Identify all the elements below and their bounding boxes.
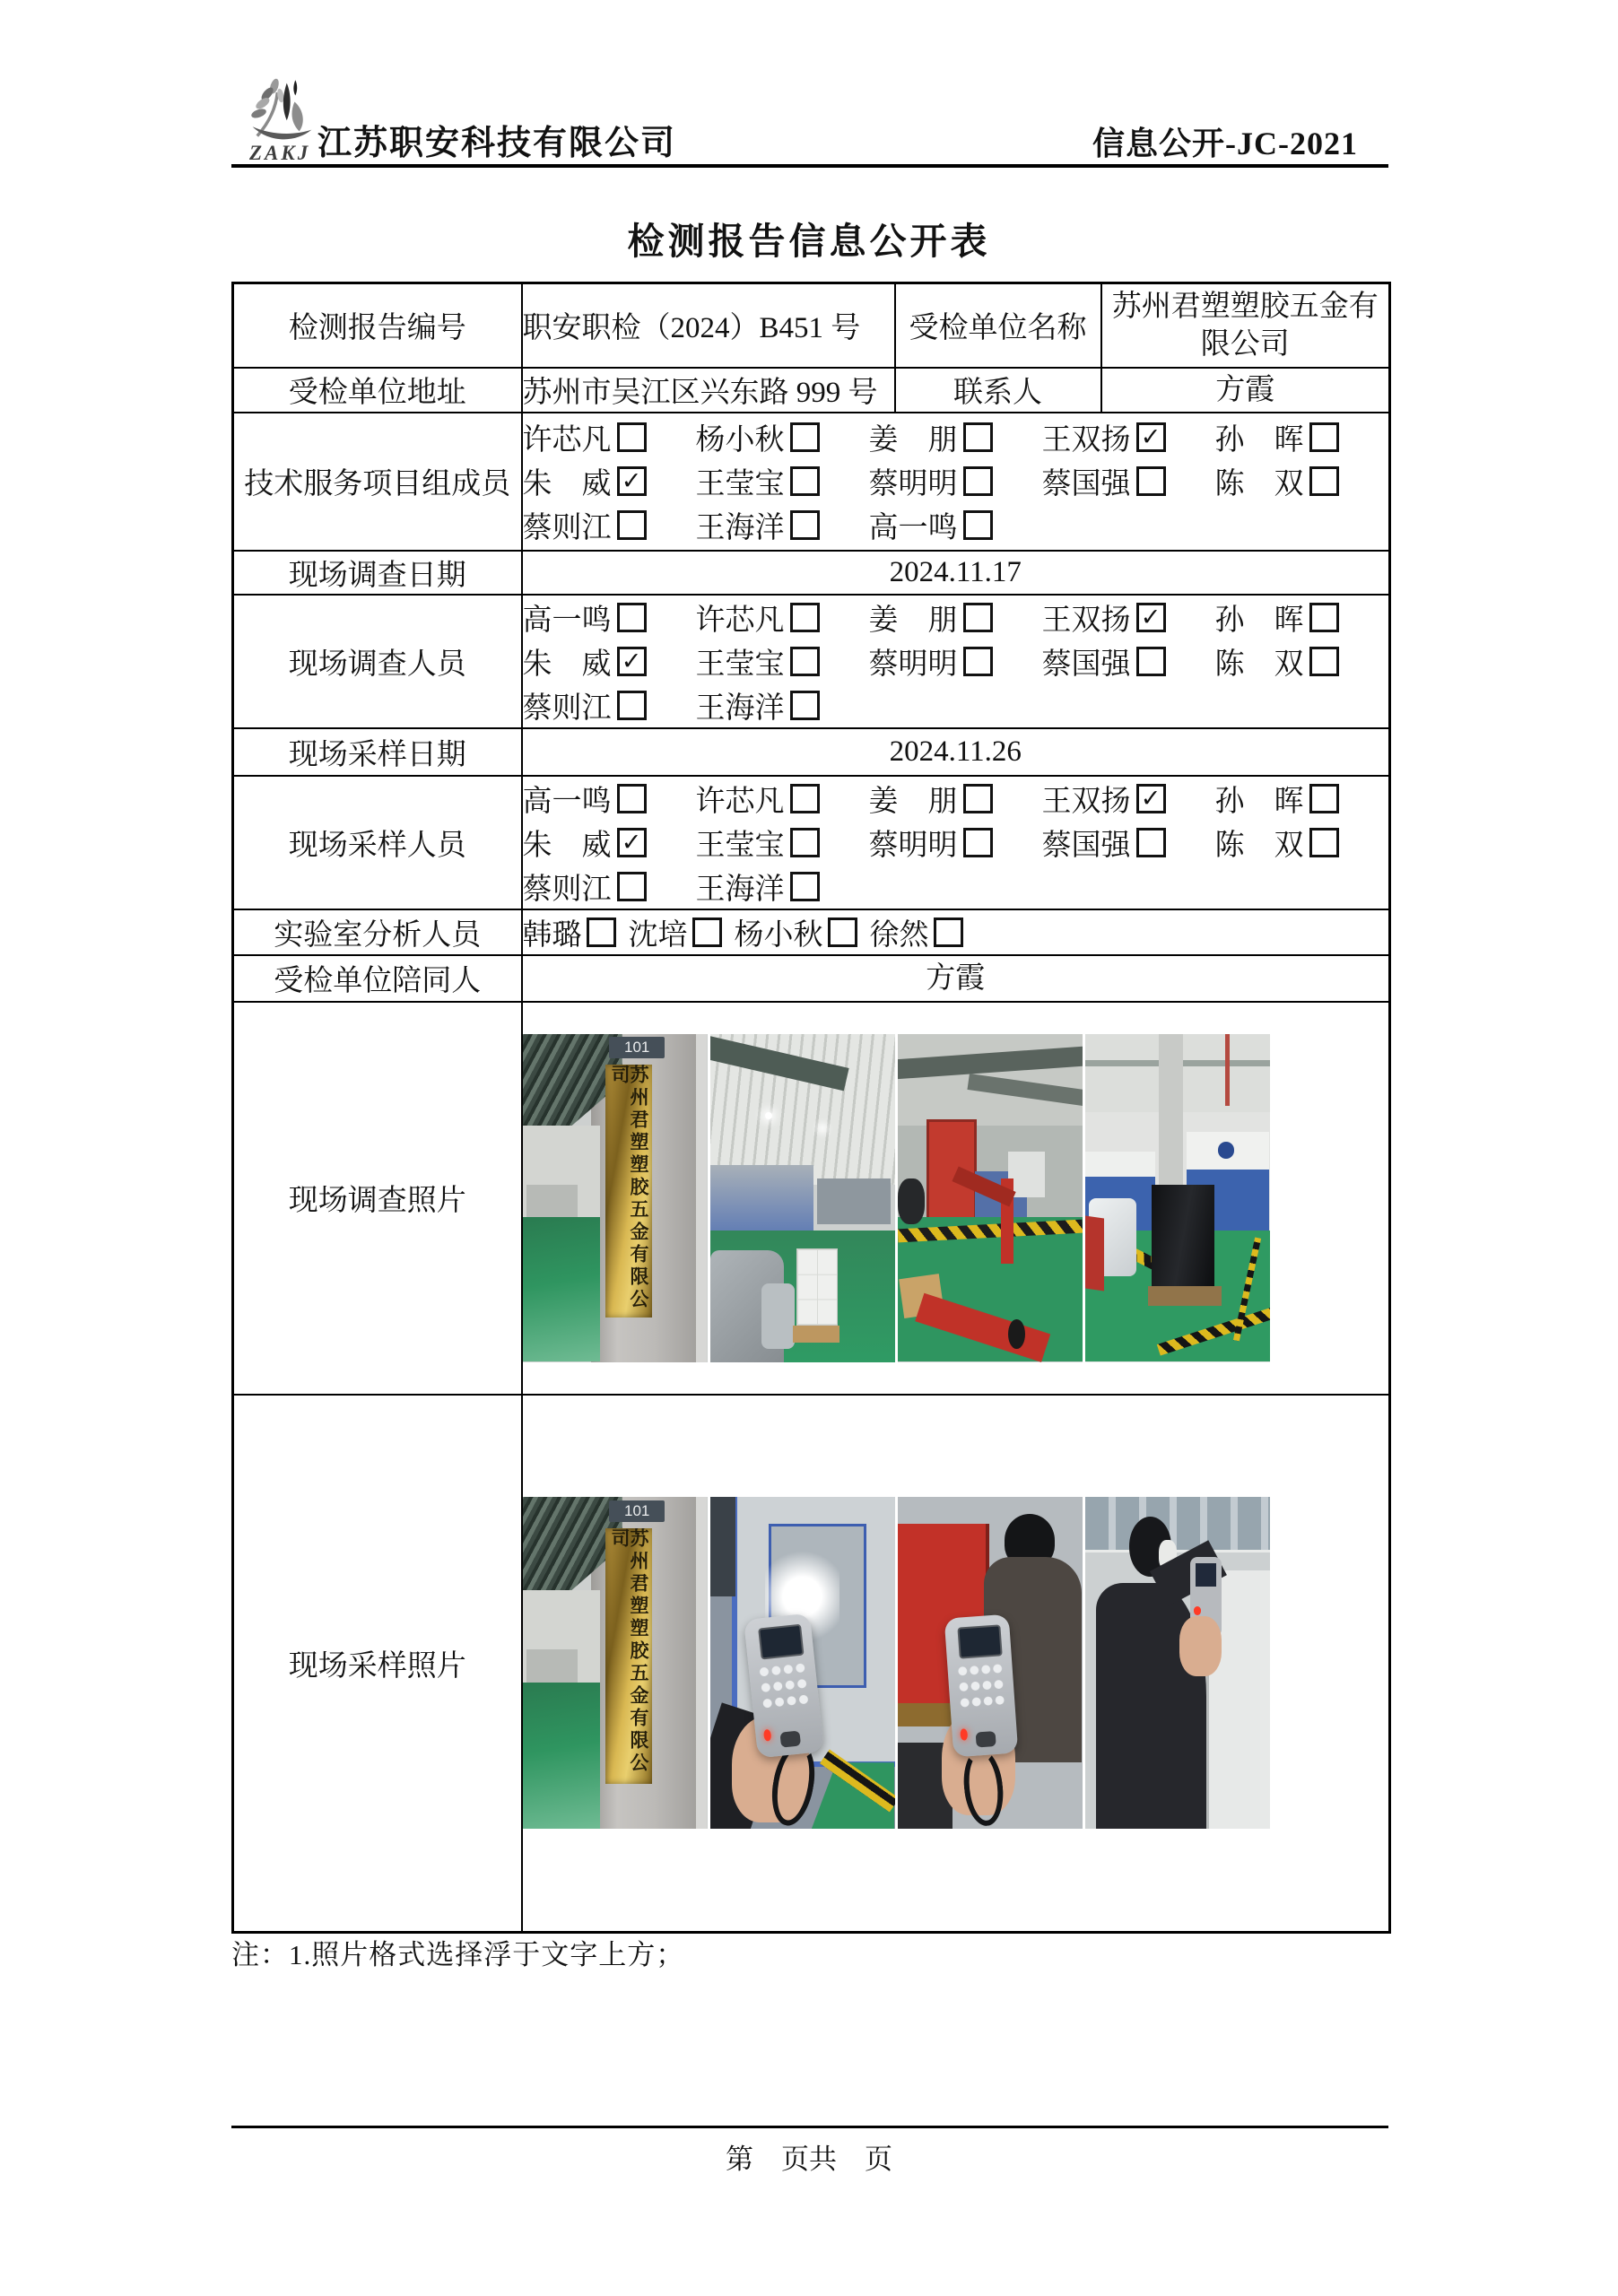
- staff-option-line: [523, 865, 1389, 909]
- photo-factory-pillar: [523, 1497, 708, 1829]
- staff-option: [523, 460, 696, 502]
- checkbox-checked: ✓: [1136, 422, 1166, 452]
- checkbox-unchecked: [790, 828, 820, 857]
- staff-name: 王海洋: [695, 691, 785, 725]
- sampling-date-label: 现场采样日期: [233, 728, 522, 776]
- staff-name: 高一鸣: [522, 604, 612, 637]
- staff-option: [869, 416, 1042, 458]
- checkbox-unchecked: [1136, 466, 1166, 496]
- checkbox-unchecked: [790, 510, 820, 540]
- device-screen: [958, 1625, 1003, 1659]
- machinery: [710, 1165, 813, 1238]
- dark-bags: [898, 1178, 926, 1224]
- staff-option: [1215, 460, 1339, 502]
- checkbox-unchecked: [790, 872, 820, 901]
- plaque-text: 苏州君塑塑胶五金有限公司: [608, 1065, 649, 1312]
- staff-name: 高一鸣: [522, 785, 612, 818]
- checkbox-unchecked: [790, 647, 820, 676]
- checkbox-unchecked: [963, 647, 993, 676]
- sampling-photo-strip: [523, 1497, 1389, 1829]
- checkbox-unchecked: [828, 918, 857, 947]
- staff-option: [1042, 778, 1215, 820]
- sampling-staff-label: 现场采样人员: [233, 776, 522, 909]
- page-footer: 第 页共 页: [726, 2144, 892, 2175]
- staff-option: [1042, 460, 1215, 502]
- staff-name: 许芯凡: [695, 604, 785, 637]
- side-wall: [696, 1034, 707, 1362]
- staff-name: 陈 双: [1214, 648, 1304, 681]
- staff-option: [523, 865, 696, 908]
- staff-name: 蔡国强: [1041, 648, 1131, 681]
- staff-name: 孙 晖: [1214, 604, 1304, 637]
- staff-name: 徐然: [869, 918, 929, 952]
- device-keypad: [758, 1660, 811, 1712]
- checkbox-unchecked: [692, 918, 722, 947]
- staff-option: [696, 504, 869, 546]
- device-screen: [1196, 1563, 1216, 1587]
- checkbox-unchecked: [587, 918, 616, 947]
- checkbox-unchecked: [790, 784, 820, 813]
- green-floor: [523, 1683, 601, 1829]
- sampling-date-value: 2024.11.26: [522, 728, 1390, 776]
- sampling-device: [744, 1613, 824, 1759]
- device-keypad: [956, 1661, 1005, 1711]
- staff-name: 王莹宝: [695, 468, 785, 500]
- staff-option: [523, 684, 696, 726]
- staff-option: [1042, 640, 1215, 683]
- staff-option: [696, 596, 869, 639]
- building-number-badge: 101: [609, 1500, 665, 1522]
- checkbox-checked: ✓: [617, 647, 647, 676]
- page-title: 检测报告信息公开表: [627, 221, 991, 262]
- address-value: 苏州市吴江区兴东路 999 号: [522, 368, 895, 413]
- staff-name: 王双扬: [1041, 424, 1131, 457]
- staff-option: [523, 822, 696, 864]
- report-no-label: 检测报告编号: [233, 283, 522, 368]
- checkbox-unchecked: [1309, 647, 1339, 676]
- checkbox-unchecked: [1136, 828, 1166, 857]
- black-equipment-stack: [1152, 1185, 1214, 1290]
- staff-name: 孙 晖: [1214, 424, 1304, 457]
- staff-option: [1042, 596, 1215, 639]
- report-no-value: 职安职检（2024）B451 号: [522, 283, 895, 368]
- staff-option-line: [523, 503, 1389, 547]
- checkbox-unchecked: [790, 603, 820, 632]
- staff-option-line: [523, 459, 1389, 503]
- staff-option: [870, 911, 963, 953]
- checkbox-unchecked: [790, 422, 820, 452]
- wooden-pallet: [1148, 1286, 1222, 1306]
- sampling-photos-label: 现场采样照片: [233, 1395, 522, 1933]
- plaque-text: 苏州君塑塑胶五金有限公司: [608, 1528, 649, 1776]
- photo-worker-shoulder-device: [1085, 1497, 1270, 1829]
- hand: [1179, 1616, 1222, 1676]
- company-plaque: [605, 1065, 652, 1318]
- pallet-jack-wheel: [1008, 1319, 1025, 1349]
- lab-staff-label: 实验室分析人员: [233, 909, 522, 955]
- staff-option: [1215, 822, 1339, 864]
- staff-option-line: [523, 415, 1389, 459]
- red-pipe: [1225, 1034, 1230, 1107]
- staff-name: 朱 威: [522, 829, 612, 862]
- staff-option: [696, 822, 869, 864]
- staff-option: [869, 460, 1042, 502]
- staff-option-line: [523, 910, 1389, 954]
- checkbox-unchecked: [617, 603, 647, 632]
- staff-name: 陈 双: [1214, 829, 1304, 862]
- note-text: 注：1.照片格式选择浮于文字上方；: [231, 1939, 685, 1970]
- staff-option: [696, 460, 869, 502]
- staff-name: 许芯凡: [522, 424, 612, 457]
- staff-option: [869, 596, 1042, 639]
- staff-option: [523, 778, 696, 820]
- device-screen: [758, 1624, 805, 1660]
- survey-date-label: 现场调查日期: [233, 551, 522, 595]
- checkbox-unchecked: [963, 510, 993, 540]
- staff-name: 蔡国强: [1041, 468, 1131, 500]
- staff-option: [696, 684, 820, 726]
- staff-option: [1042, 822, 1215, 864]
- staff-option-line: [523, 639, 1389, 683]
- device-port: [779, 1731, 801, 1748]
- staff-option-line: [523, 777, 1389, 821]
- checkbox-checked: ✓: [1136, 784, 1166, 813]
- concrete-pillar: [1159, 1034, 1183, 1192]
- staff-name: 蔡则江: [522, 691, 612, 725]
- survey-date-value: 2024.11.17: [522, 551, 1390, 595]
- checkbox-unchecked: [963, 828, 993, 857]
- staff-option: [696, 416, 869, 458]
- box-stack: [796, 1248, 837, 1326]
- logo-zakj-text: ZAKJ: [249, 142, 311, 164]
- staff-name: 孙 晖: [1214, 785, 1304, 818]
- photo-blue-machines: [1085, 1034, 1270, 1362]
- company-plaque: [605, 1528, 652, 1784]
- photo-handheld-device-worker: [898, 1497, 1083, 1829]
- checkbox-unchecked: [1309, 784, 1339, 813]
- pallet-jack: [1085, 1216, 1104, 1291]
- contact-label: 联系人: [895, 368, 1101, 413]
- staff-name: 韩璐: [522, 918, 582, 952]
- checkbox-unchecked: [617, 422, 647, 452]
- wooden-pallet: [793, 1326, 839, 1342]
- header-rule: [231, 164, 1388, 168]
- company-logo: [246, 75, 325, 145]
- machine-emblem: [1218, 1142, 1235, 1158]
- staff-option: [523, 596, 696, 639]
- staff-option: [523, 640, 696, 683]
- side-wall: [696, 1497, 707, 1829]
- sampling-staff-cell: [522, 776, 1390, 909]
- staff-option: [696, 778, 869, 820]
- device-led: [960, 1729, 968, 1741]
- checkbox-unchecked: [934, 918, 963, 947]
- checkbox-unchecked: [790, 466, 820, 496]
- staff-name: 蔡则江: [522, 873, 612, 906]
- staff-option: [1215, 778, 1339, 820]
- company-name: 江苏职安科技有限公司: [318, 125, 677, 162]
- checkbox-checked: ✓: [617, 828, 647, 857]
- footer-rule: [231, 2126, 1388, 2128]
- checkbox-unchecked: [963, 466, 993, 496]
- staff-option: [869, 640, 1042, 683]
- staff-option: [869, 778, 1042, 820]
- far-equipment: [526, 1649, 578, 1683]
- device-led: [763, 1730, 771, 1742]
- staff-option: [523, 911, 616, 953]
- document-header: [231, 74, 1388, 167]
- checkbox-unchecked: [963, 603, 993, 632]
- photo-factory-pillar: [523, 1034, 708, 1362]
- checkbox-unchecked: [617, 872, 647, 901]
- window-strip: [1085, 1497, 1270, 1552]
- staff-name: 蔡则江: [522, 512, 612, 544]
- staff-option: [696, 865, 820, 908]
- staff-name: 杨小秋: [734, 918, 823, 952]
- checkbox-unchecked: [963, 422, 993, 452]
- staff-option: [735, 911, 857, 953]
- staff-option: [629, 911, 722, 953]
- staff-option: [523, 416, 696, 458]
- staff-name: 姜 朋: [868, 424, 958, 457]
- doc-code: 信息公开-JC-2021: [1092, 126, 1358, 161]
- staff-name: 王双扬: [1041, 604, 1131, 637]
- staff-name: 姜 朋: [868, 604, 958, 637]
- survey-photos-cell: [522, 1002, 1390, 1395]
- staff-name: 蔡明明: [868, 829, 958, 862]
- staff-option: [696, 640, 869, 683]
- staff-option: [1042, 416, 1215, 458]
- staff-name: 蔡明明: [868, 468, 958, 500]
- dark-ceiling: [710, 1497, 736, 1596]
- staff-name: 王海洋: [695, 512, 785, 544]
- address-label: 受检单位地址: [233, 368, 522, 413]
- staff-name: 王海洋: [695, 873, 785, 906]
- lab-staff-cell: [522, 909, 1390, 955]
- checkbox-unchecked: [1309, 466, 1339, 496]
- device-port: [976, 1732, 996, 1749]
- survey-staff-label: 现场调查人员: [233, 595, 522, 728]
- staff-name: 杨小秋: [695, 424, 785, 457]
- unit-name-label: 受检单位名称: [895, 283, 1101, 368]
- staff-option: [1215, 416, 1339, 458]
- staff-name: 朱 威: [522, 648, 612, 681]
- staff-option-line: [523, 821, 1389, 865]
- checkbox-unchecked: [617, 784, 647, 813]
- photo-handheld-device-machine: [710, 1497, 895, 1829]
- checkbox-unchecked: [790, 691, 820, 720]
- staff-name: 蔡明明: [868, 648, 958, 681]
- sampling-photos-cell: [522, 1395, 1390, 1933]
- checkbox-unchecked: [963, 784, 993, 813]
- staff-option: [869, 822, 1042, 864]
- staff-name: 许芯凡: [695, 785, 785, 818]
- green-floor: [523, 1217, 601, 1361]
- staff-option-line: [523, 683, 1389, 727]
- checkbox-checked: ✓: [617, 466, 647, 496]
- staff-name: 蔡国强: [1041, 829, 1131, 862]
- staff-name: 陈 双: [1214, 468, 1304, 500]
- wrapped-pallet: [761, 1283, 795, 1349]
- team-members-label: 技术服务项目组成员: [233, 413, 522, 551]
- accompany-value: 方霞: [522, 955, 1390, 1002]
- staff-name: 朱 威: [522, 468, 612, 500]
- checkbox-unchecked: [1309, 603, 1339, 632]
- checkbox-checked: ✓: [1136, 603, 1166, 632]
- photo-workshop-pallets: [710, 1034, 895, 1362]
- staff-name: 王莹宝: [695, 829, 785, 862]
- staff-option: [869, 504, 993, 546]
- survey-photo-strip: [523, 1034, 1389, 1362]
- machinery: [817, 1178, 891, 1224]
- checkbox-unchecked: [1136, 647, 1166, 676]
- staff-name: 沈培: [628, 918, 688, 952]
- checkbox-unchecked: [617, 691, 647, 720]
- staff-option: [1215, 640, 1339, 683]
- accompany-label: 受检单位陪同人: [233, 955, 522, 1002]
- disclosure-form-table: [231, 282, 1391, 1934]
- checkbox-unchecked: [617, 510, 647, 540]
- checkbox-unchecked: [1309, 828, 1339, 857]
- staff-option: [523, 504, 696, 546]
- staff-name: 王莹宝: [695, 648, 785, 681]
- photo-workshop-pallet-jack: [898, 1034, 1083, 1362]
- far-equipment: [526, 1185, 578, 1218]
- survey-staff-cell: [522, 595, 1390, 728]
- team-members-cell: [522, 413, 1390, 551]
- staff-option: [1215, 596, 1339, 639]
- survey-photos-label: 现场调查照片: [233, 1002, 522, 1395]
- building-number-badge: 101: [609, 1037, 665, 1058]
- sampling-device: [944, 1614, 1019, 1758]
- staff-option-line: [523, 596, 1389, 639]
- device-led: [1194, 1606, 1201, 1614]
- unit-name-value: 苏州君塑塑胶五金有限公司: [1101, 283, 1390, 368]
- staff-name: 王双扬: [1041, 785, 1131, 818]
- checkbox-unchecked: [1309, 422, 1339, 452]
- staff-name: 高一鸣: [868, 512, 958, 544]
- contact-value: 方霞: [1101, 368, 1390, 413]
- staff-name: 姜 朋: [868, 785, 958, 818]
